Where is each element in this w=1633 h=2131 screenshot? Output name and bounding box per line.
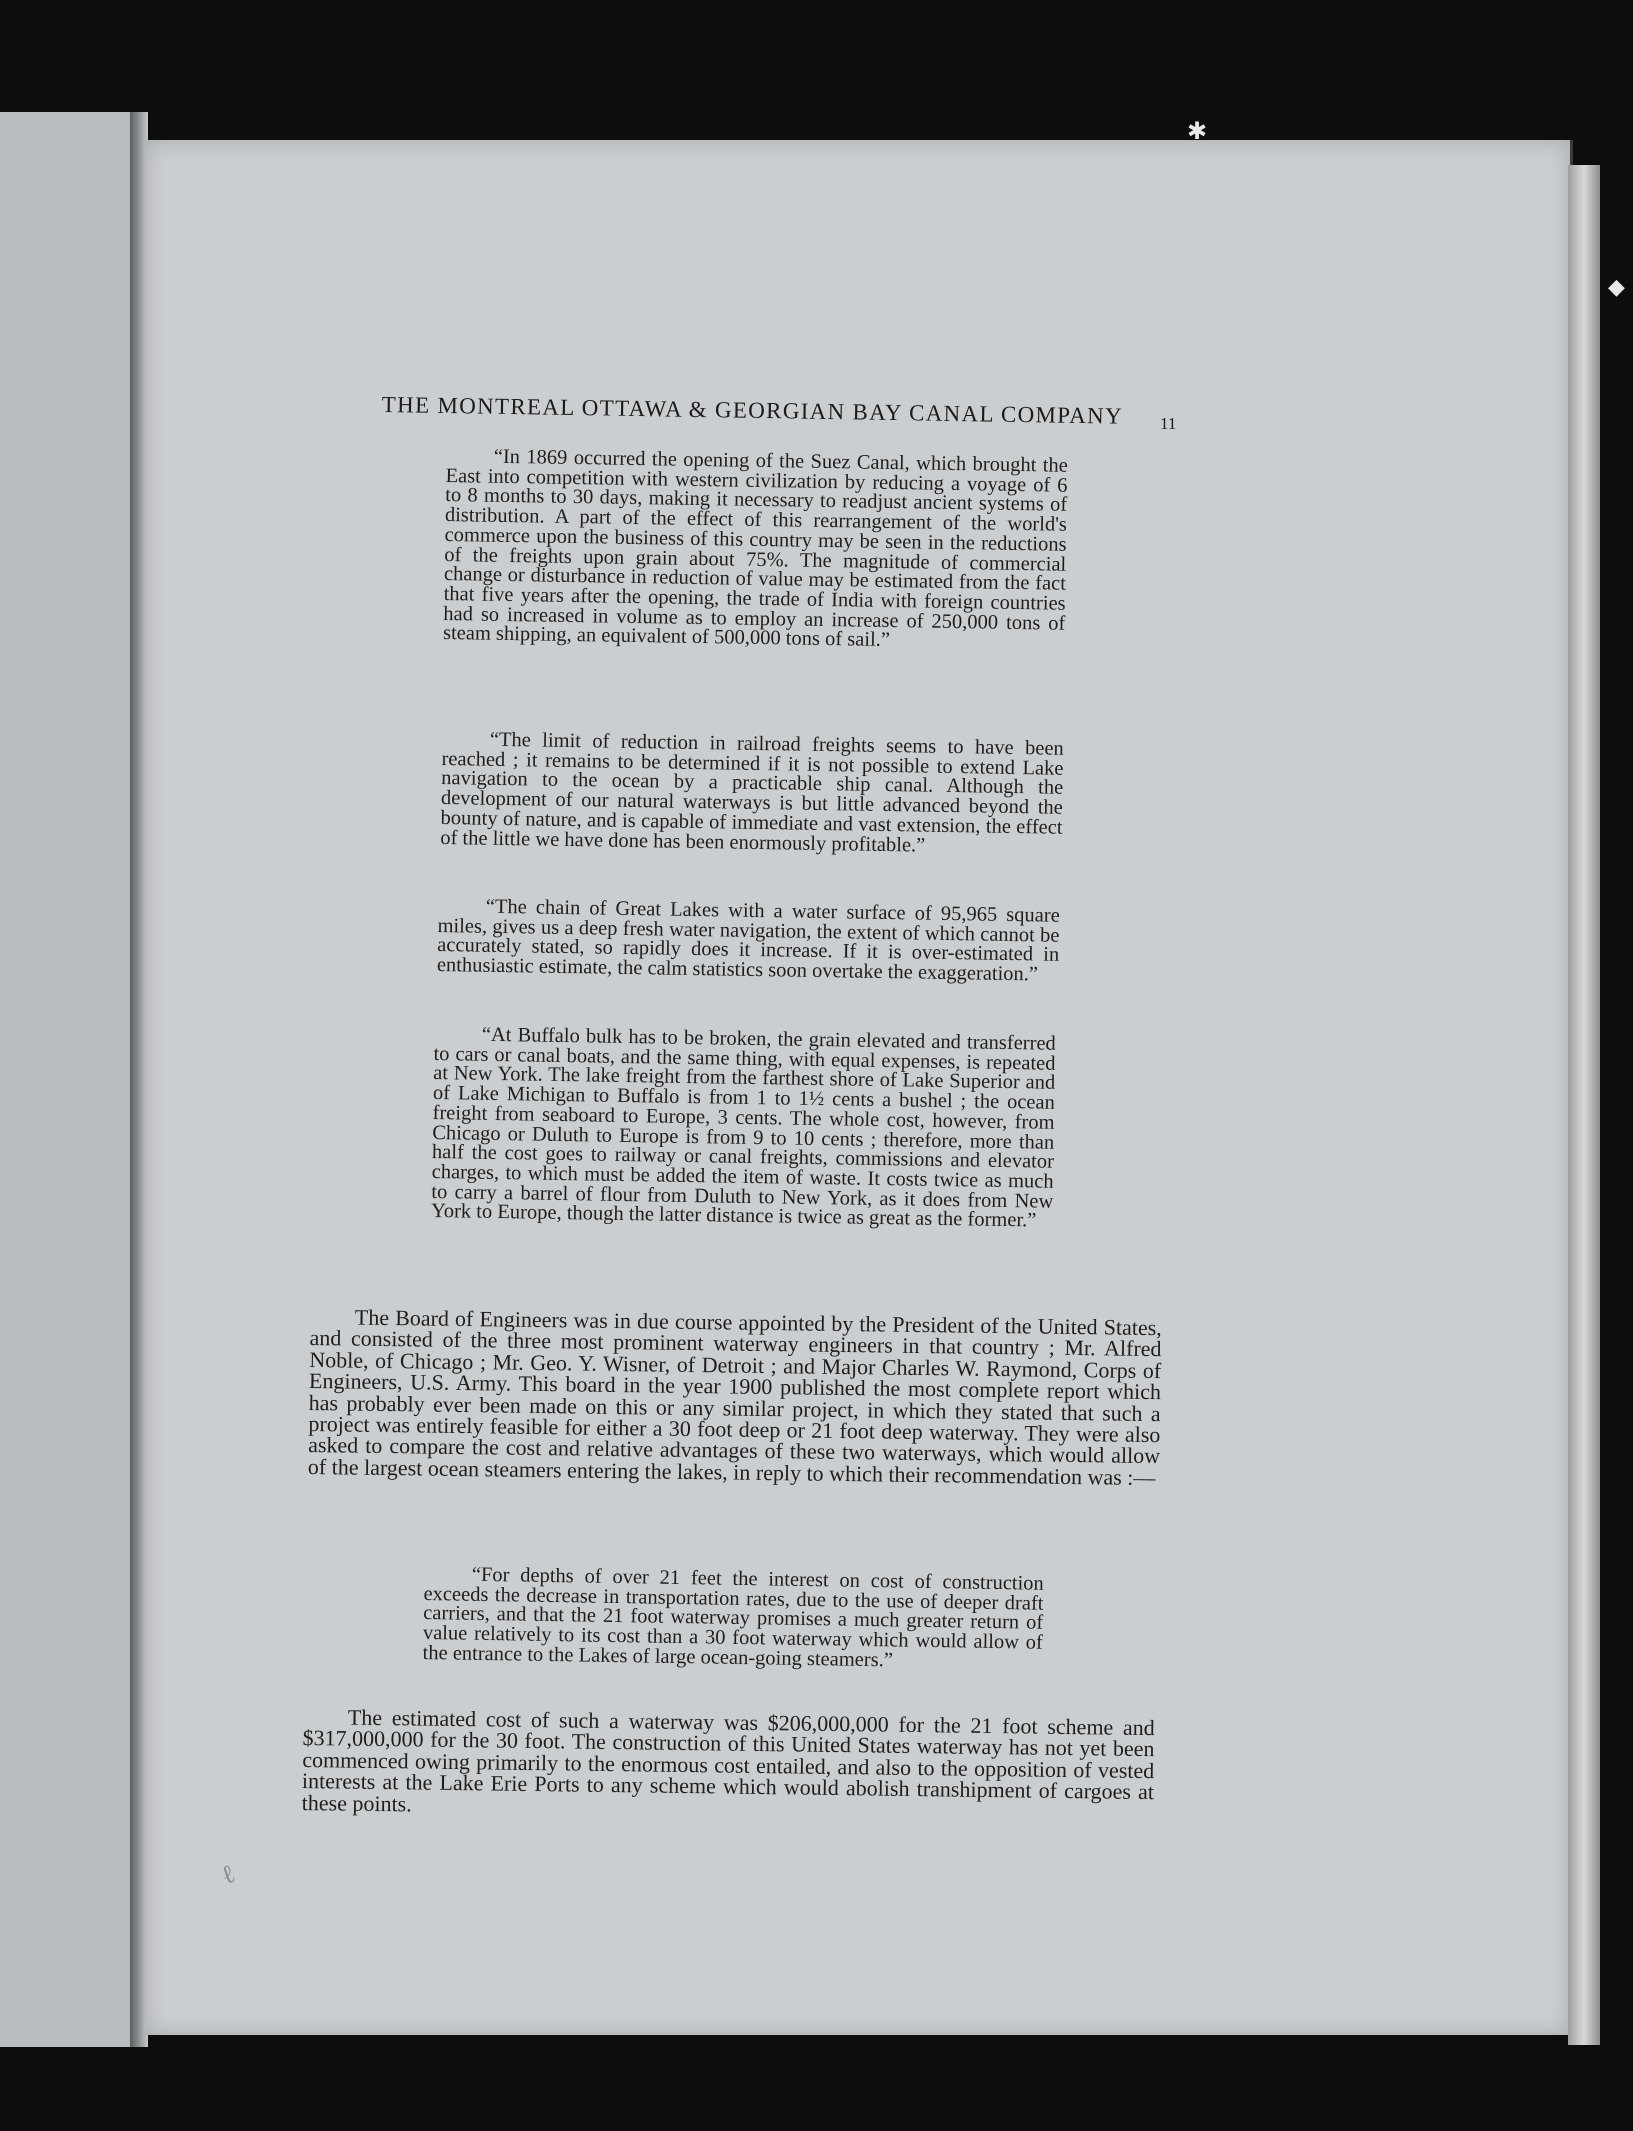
recommendation-quote (422, 1565, 1043, 1673)
page-number: 11 (1160, 414, 1177, 433)
pencil-mark: ℓ (217, 1858, 239, 1891)
body-paragraph: The Board of Engineers was in due course appointed by the President of the United States, and consisted of the three most prominent waterway engineers in that country ; Mr. Alfred Noble, of Chicago ; Mr. Geo. Y. Wisner, of Detroit ; and Major Charles W. Raymond, Corps of Engineers, U.S. Army. This board in the year 1900 published the most complete report which has probably ever been made on this or any similar project, in which they stated that such a project was entirely feasible for either a 30 foot deep or 21 foot deep waterway. They were also asked to compare the cost and relative advantages of these two waterways, which would allow of the largest ocean steamers entering the lakes, in reply to which their recommendation was :— (307, 1304, 1162, 1490)
quote-paragraph: “For depths of over 21 feet the interest on cost of construction exceeds the decrease in transportation rates, due to the use of deeper draft carriers, and that the 21 foot waterway promises a much greater return of value relatively to its cost than a 30 foot waterway which would allow of the entrance to the Lakes of large ocean-going steamers.” (422, 1563, 1044, 1672)
quote-suez-canal (443, 447, 1068, 654)
quote-paragraph: “The chain of Great Lakes with a water surface of 95,965 square miles, gives us a deep fresh water navigation, the extent of which cannot be accurately stated, so rapidly does it increase. If it is over-estimated in enthusiastic estimate, the calm statistics soon overtake the exaggeration.” (436, 895, 1060, 986)
body-paragraph: The estimated cost of such a waterway was $206,000,000 for the 21 foot scheme and $317,000,000 for the 30 foot. The construction of this United States waterway has not yet been commenced owing primarily to the enormous cost entailed, and also to the opposition of vested interests at the Lake Erie Ports to any scheme which would abolish transhipment of cargoes at these points. (301, 1704, 1155, 1817)
library-stamp-mark: ✱ (1186, 119, 1208, 145)
quote-buffalo-bulk (431, 1025, 1056, 1232)
quote-railroad-freights (440, 730, 1064, 858)
corner-clip-mark: ◆ (1608, 274, 1625, 299)
quote-paragraph: “At Buffalo bulk has to be broken, the grain elevated and transferred to cars or canal boats, and the same thing, with equal expenses, is repeated at New York. The lake freight from the farthest shore of Lake Superior and of Lake Michigan to Buffalo is from 1 to 1½ cents a bushel ; the ocean freight from seaboard to Europe, 3 cents. The whole cost, however, from Chicago or Duluth to Europe is from 9 to 10 cents ; therefore, more than half the cost goes to railway or canal freights, commissions and elevator charges, to which must be added the item of waste. It costs twice as much to carry a barrel of flour from Duluth to New York, as it does from New York to Europe, though the latter distance is twice as great as the former.” (430, 1023, 1056, 1232)
left-page-edge (0, 112, 140, 2047)
quote-paragraph: “In 1869 occurred the opening of the Suez Canal, which brought the East into competition with western civilization by reducing a voyage of 6 to 8 months to 30 days, making it necessary to readjust ancient systems of distribution. A part of the effect of this rearrangement of the world's commerce upon the business of this country may be seen in the reductions of the freights upon grain about 75%. The magnitude of commercial change or disturbance in reduction of value may be estimated from the fact that five years after the opening, the trade of India with foreign countries had so increased in volume as to employ an increase of 250,000 tons of steam shipping, an equivalent of 500,000 tons of sail.” (442, 445, 1068, 652)
quote-paragraph: “The limit of reduction in railroad freights seems to have been reached ; it remains to be determined if it is not possible to extend Lake navigation to the ocean by a practicable ship canal. Although the development of our natural waterways is but little advanced beyond the bounty of nature, and is capable of immediate and vast extension, the effect of the little we have done has been enormously profitable.” (440, 728, 1064, 857)
running-title: THE MONTREAL OTTAWA & GEORGIAN BAY CANAL COMPANY (381, 392, 1124, 429)
board-of-engineers-paragraph (308, 1306, 1162, 1488)
quote-great-lakes (437, 897, 1060, 986)
page-stack-edge (1568, 165, 1600, 2045)
estimated-cost-paragraph (302, 1706, 1155, 1824)
